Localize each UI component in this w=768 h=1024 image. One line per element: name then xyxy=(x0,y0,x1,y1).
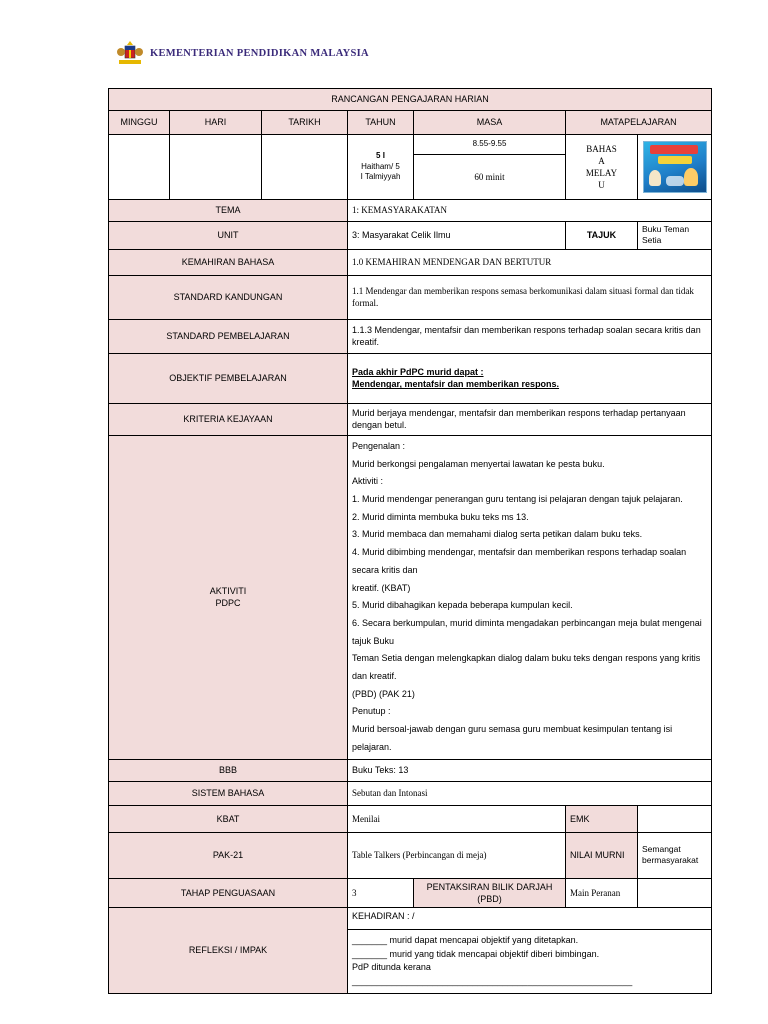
aktiviti-line: Aktiviti : xyxy=(352,476,384,487)
standard-pembelajaran-value: 1.1.3 Mendengar, mentafsir dan memberikan respons terhadap soalan secara kritis dan kreatif. xyxy=(348,319,712,353)
lesson-plan-table xyxy=(108,88,712,994)
column-header-matapelajaran: MATAPELAJARAN xyxy=(566,111,712,135)
objektif-label: OBJEKTIF PEMBELAJARAN xyxy=(109,353,348,403)
ministry-name: KEMENTERIAN PENDIDIKAN MALAYSIA xyxy=(150,47,369,59)
subject-line: BAHAS xyxy=(586,143,617,154)
minggu-value xyxy=(109,135,170,200)
aktiviti-line: Pengenalan : xyxy=(352,440,406,451)
sistem-bahasa-label: SISTEM BAHASA xyxy=(109,781,348,805)
pbd-extra xyxy=(638,878,712,907)
sistem-bahasa-value: Sebutan dan Intonasi xyxy=(348,781,712,805)
tajuk-value: Buku Teman Setia xyxy=(638,222,712,250)
page-header xyxy=(116,40,369,66)
aktiviti-line: (PBD) (PAK 21) xyxy=(352,688,415,699)
masa-duration: 60 minit xyxy=(414,155,566,200)
subject-line: U xyxy=(598,180,605,191)
tema-label: TEMA xyxy=(109,200,348,222)
objektif-line: Pada akhir PdPC murid dapat : xyxy=(352,367,484,378)
aktiviti-line: 5. Murid dibahagikan kepada beberapa kumpulan kecil. xyxy=(352,600,573,611)
tahun-line: 5 I xyxy=(376,150,385,160)
aktiviti-line: 1. Murid mendengar penerangan guru tentang isi pelajaran dengan tajuk pelajaran. xyxy=(352,494,683,505)
column-header-minggu: MINGGU xyxy=(109,111,170,135)
aktiviti-line: Murid berkongsi pengalaman menyertai lawatan ke pesta buku. xyxy=(352,458,605,469)
aktiviti-line: Murid bersoal-jawab dengan guru semasa guru membuat kesimpulan tentang isi pelajaran. xyxy=(352,724,673,752)
column-header-tarikh: TARIKH xyxy=(262,111,348,135)
kriteria-label: KRITERIA KEJAYAAN xyxy=(109,403,348,435)
tahun-line: I Talmiyyah xyxy=(360,172,401,182)
unit-value: 3: Masyarakat Celik Ilmu xyxy=(348,222,566,250)
pbd-value: Main Peranan xyxy=(566,878,638,907)
aktiviti-line: 6. Secara berkumpulan, murid diminta mengadakan perbincangan meja bulat mengenai tajuk Buku xyxy=(352,617,702,646)
kbat-label: KBAT xyxy=(109,805,348,832)
aktiviti-label xyxy=(109,435,348,759)
subject-line: A xyxy=(598,155,605,166)
emk-label: EMK xyxy=(566,805,638,832)
nilai-murni-label: NILAI MURNI xyxy=(566,832,638,878)
subject-image-cell xyxy=(638,135,712,200)
pak21-label: PAK-21 xyxy=(109,832,348,878)
bbb-label: BBB xyxy=(109,759,348,781)
refleksi-line: _______ murid dapat mencapai objektif yang ditetapkan. xyxy=(352,935,579,946)
emk-value xyxy=(638,805,712,832)
aktiviti-line: 3. Murid membaca dan memahami dialog serta petikan dalam buku teks. xyxy=(352,529,643,540)
kehadiran-value: KEHADIRAN : / xyxy=(348,907,712,929)
unit-label: UNIT xyxy=(109,222,348,250)
kbat-value: Menilai xyxy=(348,805,566,832)
nilai-murni-value xyxy=(638,832,712,878)
pak21-value: Table Talkers (Perbincangan di meja) xyxy=(348,832,566,878)
tahun-value xyxy=(348,135,414,200)
masa-time: 8.55-9.55 xyxy=(414,135,566,155)
subject-line: MELAY xyxy=(585,168,618,178)
kriteria-value: Murid berjaya mendengar, mentafsir dan memberikan respons terhadap pertanyaan dengan betul. xyxy=(348,403,712,435)
aktiviti-label-line: AKTIVITI xyxy=(209,586,247,597)
column-header-tahun: TAHUN xyxy=(348,111,414,135)
aktiviti-line: Teman Setia dengan melengkapkan dialog dalam buku teks dengan respons yang kritis dan kreatif. xyxy=(352,653,701,682)
refleksi-label: REFLEKSI / IMPAK xyxy=(109,907,348,993)
nilai-murni-line: Semangat xyxy=(642,843,681,854)
nilai-murni-line: bermasyarakat xyxy=(642,855,699,866)
objektif-value xyxy=(348,353,712,403)
bbb-value: Buku Teks: 13 xyxy=(348,759,712,781)
aktiviti-label-line: PDPC xyxy=(215,598,241,609)
coat-of-arms-icon xyxy=(116,40,144,66)
aktiviti-line: 4. Murid dibimbing mendengar, mentafsir dan memberikan respons terhadap soalan secara kritis dan xyxy=(352,547,687,575)
standard-kandungan-label: STANDARD KANDUNGAN xyxy=(109,275,348,319)
column-header-masa: MASA xyxy=(414,111,566,135)
textbook-cover-icon xyxy=(643,141,707,193)
pbd-label: PENTAKSIRAN BILIK DARJAH (PBD) xyxy=(414,878,566,907)
standard-kandungan-value: 1.1 Mendengar dan memberikan respons semasa berkomunikasi dalam situasi formal dan tidak formal. xyxy=(348,275,712,319)
tajuk-label: TAJUK xyxy=(566,222,638,250)
tema-value: 1: KEMASYARAKATAN xyxy=(348,200,712,222)
objektif-line: Mendengar, mentafsir dan memberikan respons. xyxy=(352,379,560,390)
aktiviti-line: Penutup : xyxy=(352,706,391,717)
aktiviti-content xyxy=(348,435,712,759)
standard-pembelajaran-label: STANDARD PEMBELAJARAN xyxy=(109,319,348,353)
refleksi-line: PdP ditunda kerana ________________________________________________________ xyxy=(352,962,633,986)
aktiviti-line: kreatif. (KBAT) xyxy=(352,582,411,593)
hari-value xyxy=(170,135,262,200)
kemahiran-value: 1.0 KEMAHIRAN MENDENGAR DAN BERTUTUR xyxy=(348,249,712,275)
tarikh-value xyxy=(262,135,348,200)
aktiviti-line: 2. Murid diminta membuka buku teks ms 13. xyxy=(352,511,529,522)
tahap-penguasaan-label: TAHAP PENGUASAAN xyxy=(109,878,348,907)
column-header-hari: HARI xyxy=(170,111,262,135)
tahap-penguasaan-value: 3 xyxy=(348,878,414,907)
refleksi-line: _______ murid yang tidak mencapai objektif diberi bimbingan. xyxy=(352,948,600,959)
subject-name xyxy=(566,135,638,200)
kemahiran-label: KEMAHIRAN BAHASA xyxy=(109,249,348,275)
tahun-line: Haitham/ 5 xyxy=(361,161,400,171)
refleksi-content xyxy=(348,929,712,993)
table-title: RANCANGAN PENGAJARAN HARIAN xyxy=(109,89,712,111)
